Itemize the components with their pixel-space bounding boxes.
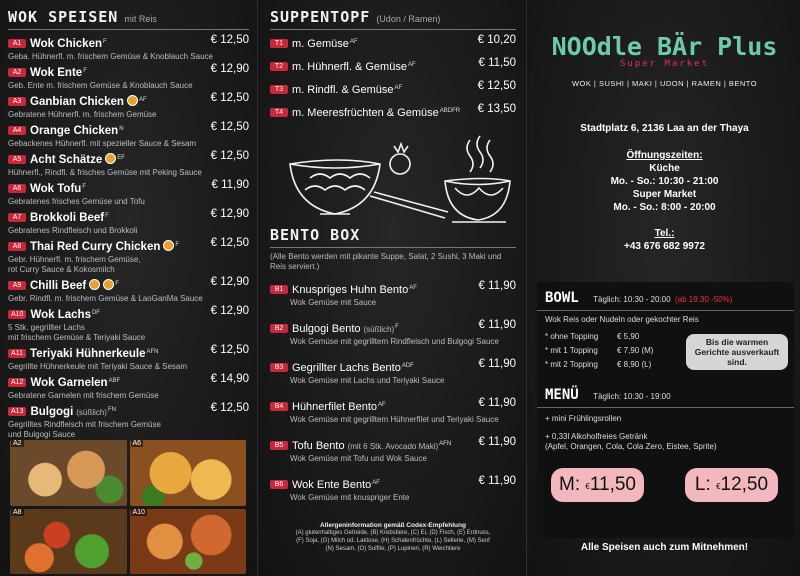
item-code: A9 xyxy=(8,281,26,290)
bowl-illustration xyxy=(270,126,516,226)
discount-note: (ab 19:30 -50%) xyxy=(675,295,733,304)
allergen-code: ABF xyxy=(108,378,121,384)
bowl-options xyxy=(545,332,685,374)
menu-item xyxy=(8,373,249,402)
allergen-code: F xyxy=(82,184,86,190)
wok-photos xyxy=(10,440,246,574)
item-price: € 11,90 xyxy=(478,397,516,409)
allergen-code: ABDFR xyxy=(439,108,461,114)
item-code: A12 xyxy=(8,378,26,387)
item-name: Wok Garnelen xyxy=(30,377,108,389)
bento-item xyxy=(270,358,516,397)
item-description: Gegrillte Hühnerkeule mit Teriyaki Sauce & Sesam xyxy=(8,362,188,371)
item-code: T4 xyxy=(270,108,288,117)
item-code: A10 xyxy=(8,310,26,319)
item-name: Ganbian Chicken xyxy=(30,96,124,108)
item-price: € 12,50 xyxy=(477,80,516,92)
item-price: € 12,50 xyxy=(210,92,249,104)
menu-item xyxy=(8,121,249,150)
bento-list xyxy=(270,280,516,514)
item-name: m. Gemüse xyxy=(292,38,349,50)
allergen-code: N xyxy=(119,126,124,132)
bowl-option xyxy=(545,332,685,346)
item-description: rot Curry Sauce & Kokosmilch xyxy=(8,264,115,274)
item-note: (mit 6 Stk. Avocado Maki) xyxy=(347,442,439,451)
item-name: Knuspriges Huhn Bento xyxy=(292,284,409,296)
item-description: Gebratene Hühnerfl. m. frischem Gemüse xyxy=(8,110,157,119)
item-price: € 11,90 xyxy=(478,475,516,487)
item-description: Gebr. Rindfl. m. frischem Gemüse & LaoGanMa Sauce xyxy=(8,294,203,303)
soup-bento-panel xyxy=(260,0,527,576)
bento-title: BENTO BOX xyxy=(270,226,361,244)
allergen-code: F xyxy=(115,281,119,287)
item-code: B4 xyxy=(270,402,288,411)
menu-item xyxy=(8,34,249,63)
item-name: Acht Schätze xyxy=(30,154,103,166)
item-code: A8 xyxy=(8,242,26,251)
bento-note: (Alle Bento werden mit pikante Suppe, Salat, 2 Sushi, 3 Maki und Reis serviert.) xyxy=(270,252,502,271)
item-name: Orange Chicken xyxy=(30,125,119,137)
item-price: € 12,90 xyxy=(210,276,249,288)
chili-icon xyxy=(163,240,174,251)
wok-list xyxy=(8,34,249,441)
allergen-code: AFN xyxy=(439,441,452,447)
item-code: T1 xyxy=(270,39,288,48)
menu-item xyxy=(8,208,249,237)
menu-item xyxy=(8,150,249,179)
menu-item xyxy=(8,344,249,373)
allergen-code: DF xyxy=(91,310,100,316)
item-note: (süßlich) xyxy=(76,408,107,417)
item-name: m. Rindfl. & Gemüse xyxy=(292,84,394,96)
soup-item xyxy=(270,80,516,103)
phone-number[interactable]: +43 676 682 9972 xyxy=(624,241,705,252)
menu-item xyxy=(8,63,249,92)
wok-title: WOK SPEISEN mit Reis xyxy=(8,8,157,26)
soup-item xyxy=(270,103,516,126)
soup-list xyxy=(270,34,516,126)
item-code: A1 xyxy=(8,39,26,48)
item-name: Gegrillter Lachs Bento xyxy=(292,362,401,374)
item-name: Hühnerfilet Bento xyxy=(292,401,377,413)
allergen-code: EF xyxy=(117,155,125,161)
item-name: Wok Ente Bento xyxy=(292,479,372,491)
item-name: Brokkoli Beef xyxy=(30,212,105,224)
item-price: € 12,50 xyxy=(210,237,249,249)
item-code: T3 xyxy=(270,85,288,94)
soup-subtitle: (Udon / Ramen) xyxy=(376,14,441,24)
chili-icon xyxy=(89,279,100,290)
market-hours: Mo. - So.: 8:00 - 20:00 xyxy=(613,202,716,213)
allergen-code: F xyxy=(83,68,87,74)
item-name: Tofu Bento xyxy=(292,440,345,452)
item-description: Gebratenes Rindfleisch und Brokkoli xyxy=(8,226,138,235)
item-price: € 11,50 xyxy=(478,57,516,69)
bowl-option xyxy=(545,360,685,374)
item-description: Wok Gemüse mit gegrilltem Rindfleisch und Bulgogi Sauce xyxy=(290,337,499,346)
item-description: Gegrilltes Rindfleisch mit frischem Gemüse xyxy=(8,420,161,429)
item-code: A7 xyxy=(8,213,26,222)
item-description: Wok Gemüse mit Sauce xyxy=(290,298,377,307)
item-price: € 12,50 xyxy=(210,34,249,46)
allergen-code: F xyxy=(395,324,399,330)
item-price: € 12,90 xyxy=(210,208,249,220)
menu-item xyxy=(8,237,249,276)
item-description: Wok Gemüse mit Lachs und Teriyaki Sauce xyxy=(290,376,445,385)
option-price: € 5,90 xyxy=(617,332,640,341)
brand-tagline: Super Market xyxy=(619,59,710,69)
menu-item xyxy=(8,402,249,441)
item-code: A2 xyxy=(8,68,26,77)
item-description: Wok Gemüse mit Tofu und Wok Sauce xyxy=(290,454,427,463)
menu-item xyxy=(8,92,249,121)
item-description: Wok Gemüse mit knuspriger Ente xyxy=(290,493,410,502)
item-price: € 10,20 xyxy=(477,34,516,46)
item-code: B5 xyxy=(270,441,288,450)
item-description: Gebratene Garnelen mit frischem Gemüse xyxy=(8,391,159,400)
item-code: A6 xyxy=(8,184,26,193)
menu-size-m: M: €11,50 xyxy=(551,468,644,502)
item-price: € 11,90 xyxy=(478,358,516,370)
item-name: Thai Red Curry Chicken xyxy=(30,241,161,253)
item-description: Gebratenes frisches Gemüse und Tofu xyxy=(8,197,145,206)
food-photo: A8 xyxy=(10,509,127,575)
allergen-code: F xyxy=(103,39,107,45)
item-description: 5 Stk. gegrillter Lachs xyxy=(8,323,85,332)
sold-out-badge: Bis die warmen Gerichte ausverkauft sind. xyxy=(686,334,788,370)
item-code: B6 xyxy=(270,480,288,489)
allergen-code: F xyxy=(105,213,109,219)
food-photo: A6 xyxy=(130,440,247,506)
option-label: * ohne Topping xyxy=(545,332,599,341)
item-description: Wok Gemüse mit gegrilltem Hühnerfilet und Teriyaki Sauce xyxy=(290,415,499,424)
item-price: € 12,50 xyxy=(210,344,249,356)
item-code: T2 xyxy=(270,62,288,71)
item-description: mit frischem Gemüse & Teriyaki Sauce xyxy=(8,332,146,342)
allergen-code: AF xyxy=(394,85,403,91)
item-code: A4 xyxy=(8,126,26,135)
allergen-code: AF xyxy=(349,39,358,45)
item-code: B1 xyxy=(270,285,288,294)
item-price: € 11,90 xyxy=(478,436,516,448)
bento-item xyxy=(270,319,516,358)
food-photo: A2 xyxy=(10,440,127,506)
option-label: * mit 2 Topping xyxy=(545,360,598,369)
takeaway-note: Alle Speisen auch zum Mitnehmen! xyxy=(580,542,749,553)
allergen-code: ADF xyxy=(401,363,414,369)
item-code: A5 xyxy=(8,155,26,164)
menu-item xyxy=(8,179,249,208)
chili-icon xyxy=(127,95,138,106)
item-price: € 12,50 xyxy=(210,150,249,162)
soup-item xyxy=(270,34,516,57)
chili-icon xyxy=(105,153,116,164)
item-description: Geba. Hühnerfl. m. frischem Gemüse & Knoblauch Sauce xyxy=(8,52,213,61)
menu-size-l: L: €12,50 xyxy=(685,468,778,502)
item-code: B2 xyxy=(270,324,288,333)
allergen-code: AF xyxy=(409,285,417,291)
allergen-code: AF xyxy=(378,402,386,408)
allergen-code: FN xyxy=(107,407,116,413)
hours-title: Öffnungszeiten: xyxy=(626,150,703,161)
item-description: Gebr. Hühnerfl. m. frischem Gemüse, xyxy=(8,255,141,264)
item-description: Gebackenes Hühnerfl. mit spezieller Sauce & Sesam xyxy=(8,139,197,148)
brand-logo xyxy=(539,32,790,69)
item-code: B3 xyxy=(270,363,288,372)
allergen-code: AF xyxy=(372,480,380,486)
item-name: Chilli Beef xyxy=(30,280,87,292)
item-name: Wok Tofu xyxy=(30,183,82,195)
item-price: € 12,50 xyxy=(210,121,249,133)
bento-item xyxy=(270,475,516,514)
item-name: Wok Lachs xyxy=(30,309,91,321)
item-description: Geb. Ente m. frischem Gemüse & Knoblauch Sauce xyxy=(8,81,193,90)
category-list: WOK | SUSHI | MAKI | UDON | RAMEN | BENTO xyxy=(571,79,758,88)
menu-item xyxy=(8,276,249,305)
item-description: und Bulgogi Sauce xyxy=(8,429,76,439)
item-price: € 11,90 xyxy=(478,280,516,292)
item-price: € 14,90 xyxy=(210,373,249,385)
soup-item xyxy=(270,57,516,80)
option-price: € 7,90 (M) xyxy=(617,346,654,355)
allergy-info: Allergeninformation gemäß Codex-Empfehlung (A) glutenhaltiges Getreide, (B) Krebstiere, (C) Ei, (D) Fisch, (E) Erdnuss, (F) Soja, (G) Milch od. Laktose, (H) Schalenfrüchte, (L) Sellerie, (M) Senf (N) Sesam, (O) Sulfite, (P) Lupinen, (R) Weichtiere xyxy=(270,522,516,553)
item-name: Wok Chicken xyxy=(30,38,102,50)
address: Stadtplatz 6, 2136 Laa an der Thaya xyxy=(580,123,749,134)
item-price: € 11,90 xyxy=(211,179,249,191)
kitchen-hours: Mo. - So.: 10:30 - 21:00 xyxy=(610,176,719,187)
item-code: A13 xyxy=(8,407,26,416)
brand-name: NOOdle BÄr Plus xyxy=(551,32,778,61)
wok-subtitle: mit Reis xyxy=(124,14,157,24)
bowl-title: BOWL xyxy=(545,290,579,306)
item-name: m. Meeresfrüchten & Gemüse xyxy=(292,107,439,119)
info-panel: NOOdle BÄr Plus Super Market WOK | SUSHI | MAKI | UDON | RAMEN | BENTO Stadtplatz 6, 2136 Laa an der Thaya Öffnungszeiten: Küche Mo. - So.: 10:30 - 21:00 Super Market Mo. - So.: 8:00 - 20:00 Tel.: +43 676 682 9972 BOWL Täglich: 10:30 - 20:00 (ab 19:30 -50%) Wok Reis oder Nudeln oder gekochter Reis * ohne Topping € 5,90 * mit 1 Topping € 7,90 (M) * mit 2 Topping € 8,90 (L) Bis die warmen Gerichte ausverkauft sind. MENÜ Täglich: 10:30 - 19:00 + mini Frühlingsrollen + 0,33l Alkoholfreies Getränk (Apfel, Orangen, Cola, Cola Zero, Eistee, Sprite) M: €11,50 L: €12,50 Alle Speisen auch zum Mitnehmen! xyxy=(529,0,800,576)
item-name: Wok Ente xyxy=(30,67,83,79)
menu-item xyxy=(8,305,249,344)
option-price: € 8,90 (L) xyxy=(617,360,652,369)
item-name: Teriyaki Hühnerkeule xyxy=(30,348,146,360)
soup-title: SUPPENTOPF (Udon / Ramen) xyxy=(270,8,441,26)
item-code: A11 xyxy=(8,349,26,358)
bento-item xyxy=(270,280,516,319)
item-price: € 11,90 xyxy=(478,319,516,331)
option-label: * mit 1 Topping xyxy=(545,346,598,355)
menu-title: MENÜ xyxy=(545,387,579,403)
bowl-option xyxy=(545,346,685,360)
allergen-code: AF xyxy=(407,62,416,68)
allergen-code: AF xyxy=(138,97,147,103)
chili-icon xyxy=(103,279,114,290)
item-name: Bulgogi xyxy=(30,406,74,418)
item-price: € 13,50 xyxy=(477,103,516,115)
item-price: € 12,50 xyxy=(210,402,249,414)
allergy-title: Allergeninformation gemäß Codex-Empfehlung xyxy=(320,522,466,529)
food-photo: A10 xyxy=(130,509,247,575)
bento-item xyxy=(270,397,516,436)
item-name: Bulgogi Bento xyxy=(292,323,361,335)
item-note: (süßlich) xyxy=(363,325,395,334)
bento-item xyxy=(270,436,516,475)
allergen-code: F xyxy=(175,242,180,248)
item-description: Hühnerfl., Rindfl. & frisches Gemüse mit Peking Sauce xyxy=(8,168,202,177)
bowl-menu-box: BOWL Täglich: 10:30 - 20:00 (ab 19:30 -50%) Wok Reis oder Nudeln oder gekochter Reis * ohne Topping € 5,90 * mit 1 Topping € 7,90 (M) * mit 2 Topping € 8,90 (L) Bis die warmen Gerichte ausverkauft sind. MENÜ Täglich: 10:30 - 19:00 + mini Frühlingsrollen + 0,33l Alkoholfreies Getränk (Apfel, Orangen, Cola, Cola Zero, Eistee, Sprite) M: €11,50 L: €12,50 xyxy=(537,282,794,538)
allergen-code: AFN xyxy=(146,349,159,355)
item-name: m. Hühnerfl. & Gemüse xyxy=(292,61,407,73)
item-code: A3 xyxy=(8,97,26,106)
item-price: € 12,90 xyxy=(210,305,249,317)
item-price: € 12,90 xyxy=(210,63,249,75)
